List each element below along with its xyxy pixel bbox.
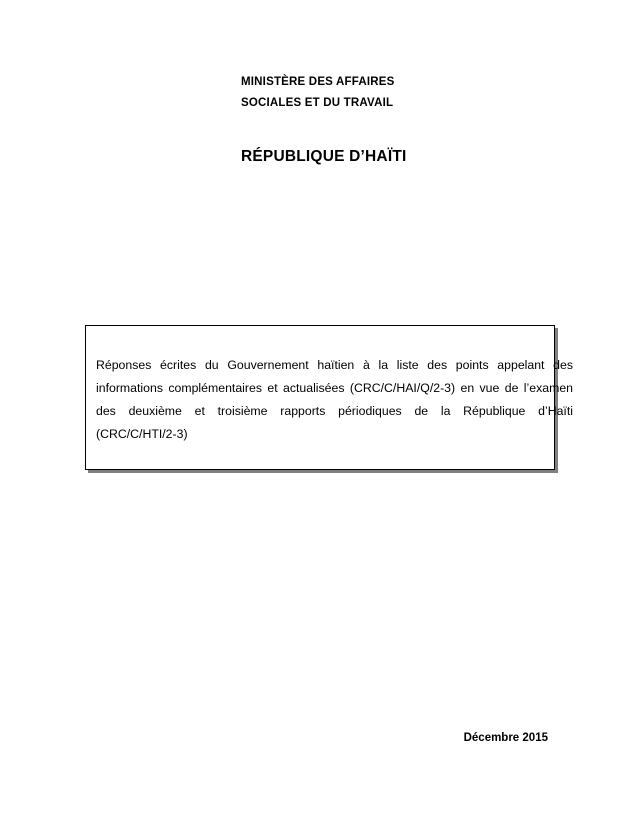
abstract-box xyxy=(85,325,573,470)
page-title: RÉPUBLIQUE D’HAÏTI xyxy=(241,148,407,165)
ministry-heading-line-2: SOCIALES ET DU TRAVAIL xyxy=(241,97,394,109)
ministry-heading-line-1: MINISTÈRE DES AFFAIRES xyxy=(241,76,395,88)
ministry-heading xyxy=(241,72,601,114)
abstract-text: Réponses écrites du Gouvernement haïtien à la liste des points appelant des informations complémentaires et actualisées (CRC/C/HAI/Q/2-3) en vue de l’examen des deuxième et troisième rapports périodiques de la République d’Haïti (CRC/C/HTI/2-3) xyxy=(96,358,573,441)
document-date: Décembre 2015 xyxy=(463,732,548,744)
